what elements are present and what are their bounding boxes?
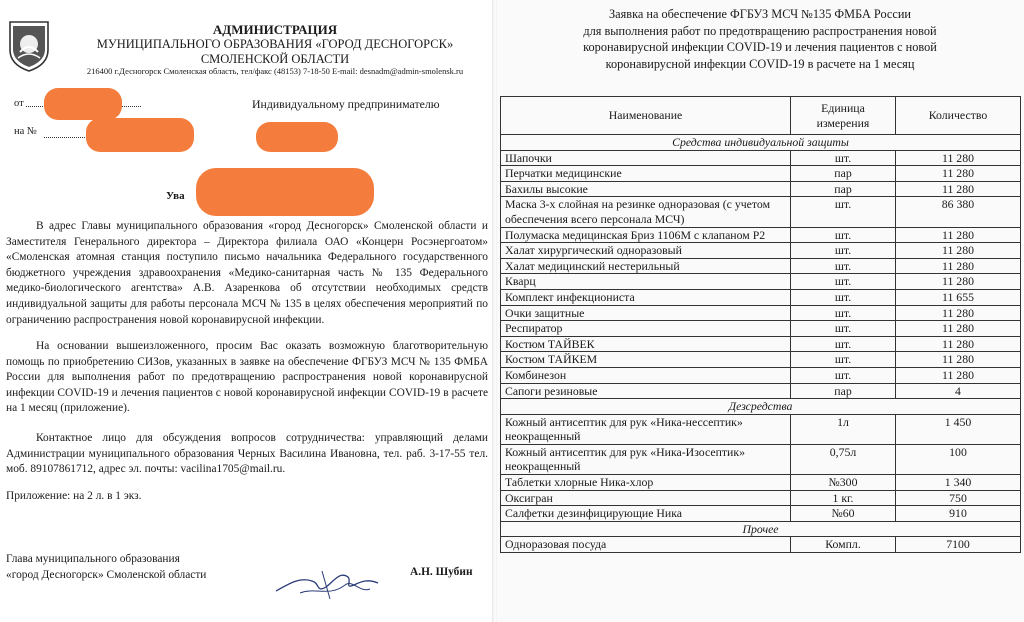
- table-row: [501, 166, 1021, 182]
- cell-unit: шт.: [791, 289, 896, 305]
- cell-qty: 11 280: [896, 336, 1021, 352]
- coat-of-arms-icon: [8, 20, 50, 72]
- table-row: [501, 444, 1021, 474]
- cell-name: Комбинезон: [501, 367, 791, 383]
- cell-unit: шт.: [791, 305, 896, 321]
- cell-qty: 11 280: [896, 227, 1021, 243]
- salutation: Ува: [166, 190, 185, 202]
- cell-qty: 11 280: [896, 258, 1021, 274]
- table-row: [501, 383, 1021, 399]
- table-row: [501, 274, 1021, 290]
- cell-unit: шт.: [791, 274, 896, 290]
- cell-unit: 1 кг.: [791, 490, 896, 506]
- cell-name: Таблетки хлорные Ника-хлор: [501, 475, 791, 491]
- cell-name: Оксигран: [501, 490, 791, 506]
- cell-name: Маска 3-х слойная на резинке одноразовая (с учетом обеспечения всего персонала МСЧ): [501, 197, 791, 227]
- table-row: [501, 258, 1021, 274]
- header-title: АДМИНИСТРАЦИЯ: [212, 22, 338, 37]
- cell-name: Сапоги резиновые: [501, 383, 791, 399]
- table-row: [501, 336, 1021, 352]
- cell-qty: 910: [896, 506, 1021, 522]
- cell-qty: 11 280: [896, 305, 1021, 321]
- cell-unit: 0,75л: [791, 444, 896, 474]
- section-row: [501, 521, 1021, 537]
- cell-name: Перчатки медицинские: [501, 166, 791, 182]
- cell-unit: №300: [791, 475, 896, 491]
- cell-qty: 11 280: [896, 150, 1021, 166]
- cell-unit: шт.: [791, 258, 896, 274]
- table-row: [501, 321, 1021, 337]
- table-header-row: [501, 97, 1021, 135]
- table-row: [501, 289, 1021, 305]
- cell-unit: шт.: [791, 336, 896, 352]
- cell-qty: 11 280: [896, 166, 1021, 182]
- date-label: от: [14, 98, 24, 109]
- signatory-name: А.Н. Шубин: [410, 566, 473, 578]
- header-address: 216400 г.Десногорск Смоленская область, тел/факс (48153) 7-18-50 E-mail: desnadm@admin-smolensk.ru: [86, 66, 464, 76]
- cell-name: Шапочки: [501, 150, 791, 166]
- cell-unit: №60: [791, 506, 896, 522]
- table-row: [501, 181, 1021, 197]
- table-row: [501, 475, 1021, 491]
- paragraph-3: Контактное лицо для обсуждения вопросов сотрудничества: управляющий делами Администрации муниципального образования Черных Василина Ивановна, тел. раб. 3-17-55 тел. моб. 89107861712, адрес эл. почты: vacilina1705@mail.ru.: [6, 432, 488, 476]
- request-title: Заявка на обеспечение ФГБУЗ МСЧ №135 ФМБА России для выполнения работ по предотвращению распространения новой коронавирусной инфекции COVID-19 и лечения пациентов с новой коронавирусной инфекции COVID-19 в расчете на 1 месяц: [583, 7, 937, 71]
- paragraph-1: В адрес Главы муниципального образования «город Десногорск» Смоленской области и Заместителя Генерального директора – Директора филиала ОАО «Концерн Росэнергоатом» «Смоленская атомная станция поступило письмо начальника Федерального государственного бюджетного учреждения здравоохранения «Медико-санитарная часть № 135 Федерального медико-биологического агентства» А.В. Азаренкова об отсутствии необходимых средств индивидуальной защиты для работы персонала МСЧ № 135 в целях обеспечения мероприятий по ограничению распространения новой коронавирусной инфекции.: [6, 220, 488, 326]
- cell-unit: шт.: [791, 243, 896, 259]
- table-row: [501, 227, 1021, 243]
- cell-name: Костюм ТАЙКЕМ: [501, 352, 791, 368]
- cell-name: Кварц: [501, 274, 791, 290]
- cell-name: Бахилы высокие: [501, 181, 791, 197]
- table-row: [501, 352, 1021, 368]
- section-title: Прочее: [501, 521, 1021, 537]
- column-header-unit: Единица измерения: [791, 97, 896, 135]
- cell-qty: 750: [896, 490, 1021, 506]
- table-row: [501, 197, 1021, 227]
- cell-name: Кожный антисептик для рук «Ника-Изосептик» неокращенный: [501, 444, 791, 474]
- cell-name: Очки защитные: [501, 305, 791, 321]
- table-row: [501, 414, 1021, 444]
- cell-qty: 11 280: [896, 243, 1021, 259]
- cell-name: Костюм ТАЙВЕК: [501, 336, 791, 352]
- cell-qty: 100: [896, 444, 1021, 474]
- cell-qty: 4: [896, 383, 1021, 399]
- cell-name: Одноразовая посуда: [501, 537, 791, 553]
- redaction-salutation: [196, 168, 374, 216]
- signatory-title-1: Глава муниципального образования: [6, 553, 180, 565]
- cell-unit: пар: [791, 181, 896, 197]
- section-row: [501, 135, 1021, 151]
- cell-unit: шт.: [791, 321, 896, 337]
- cell-qty: 11 655: [896, 289, 1021, 305]
- table-row: [501, 367, 1021, 383]
- table-row: [501, 490, 1021, 506]
- cell-name: Комплект инфекциониста: [501, 289, 791, 305]
- cell-qty: 1 450: [896, 414, 1021, 444]
- cell-qty: 11 280: [896, 367, 1021, 383]
- table-row: [501, 537, 1021, 553]
- column-header-qty: Количество: [896, 97, 1021, 135]
- redaction-number: [86, 118, 194, 152]
- table-row: [501, 150, 1021, 166]
- attachment-note: Приложение: на 2 л. в 1 экз.: [6, 490, 142, 502]
- cell-name: Полумаска медицинская Бриз 1106М с клапаном Р2: [501, 227, 791, 243]
- header-region: СМОЛЕНСКОЙ ОБЛАСТИ: [200, 52, 350, 66]
- cell-name: Халат медицинский нестерильный: [501, 258, 791, 274]
- redaction-addressee: [256, 122, 338, 152]
- cell-unit: пар: [791, 383, 896, 399]
- cell-qty: 7100: [896, 537, 1021, 553]
- cell-unit: шт.: [791, 197, 896, 227]
- section-row: [501, 399, 1021, 415]
- cell-name: Салфетки дезинфицирующие Ника: [501, 506, 791, 522]
- number-label: на №: [14, 126, 37, 137]
- table-row: [501, 305, 1021, 321]
- cell-unit: шт.: [791, 367, 896, 383]
- letter-page: [0, 0, 493, 622]
- section-title: Средства индивидуальной защиты: [501, 135, 1021, 151]
- redaction-date: [44, 88, 122, 120]
- cell-qty: 11 280: [896, 352, 1021, 368]
- request-table: [500, 96, 1021, 553]
- table-row: [501, 506, 1021, 522]
- cell-unit: шт.: [791, 150, 896, 166]
- cell-qty: 11 280: [896, 321, 1021, 337]
- cell-qty: 11 280: [896, 181, 1021, 197]
- table-row: [501, 243, 1021, 259]
- cell-unit: 1л: [791, 414, 896, 444]
- cell-unit: Компл.: [791, 537, 896, 553]
- cell-qty: 86 380: [896, 197, 1021, 227]
- addressee: Индивидуальному предпринимателю: [252, 97, 440, 111]
- cell-unit: пар: [791, 166, 896, 182]
- cell-name: Респиратор: [501, 321, 791, 337]
- cell-name: Халат хирургический одноразовый: [501, 243, 791, 259]
- cell-unit: шт.: [791, 352, 896, 368]
- cell-unit: шт.: [791, 227, 896, 243]
- section-title: Дезсредства: [501, 399, 1021, 415]
- cell-qty: 11 280: [896, 274, 1021, 290]
- header-municipality: МУНИЦИПАЛЬНОГО ОБРАЗОВАНИЯ «ГОРОД ДЕСНОГОРСК»: [96, 37, 454, 51]
- cell-name: Кожный антисептик для рук «Ника-нессептик» неокращенный: [501, 414, 791, 444]
- signature-image: [270, 563, 390, 603]
- column-header-name: Наименование: [501, 97, 791, 135]
- cell-qty: 1 340: [896, 475, 1021, 491]
- signatory-title-2: «город Десногорск» Смоленской области: [6, 569, 207, 581]
- paragraph-2: На основании вышеизложенного, просим Вас оказать возможную благотворительную помощь по приобретению СИЗов, указанных в заявке на обеспечение ФГБУЗ МСЧ № 135 ФМБА России для выполнения работ по предотвращению распространения новой коронавирусной инфекции COVID-19 и лечения пациентов с новой коронавирусной инфекции COVID-19 в расчете на 1 месяц (приложение).: [6, 340, 488, 415]
